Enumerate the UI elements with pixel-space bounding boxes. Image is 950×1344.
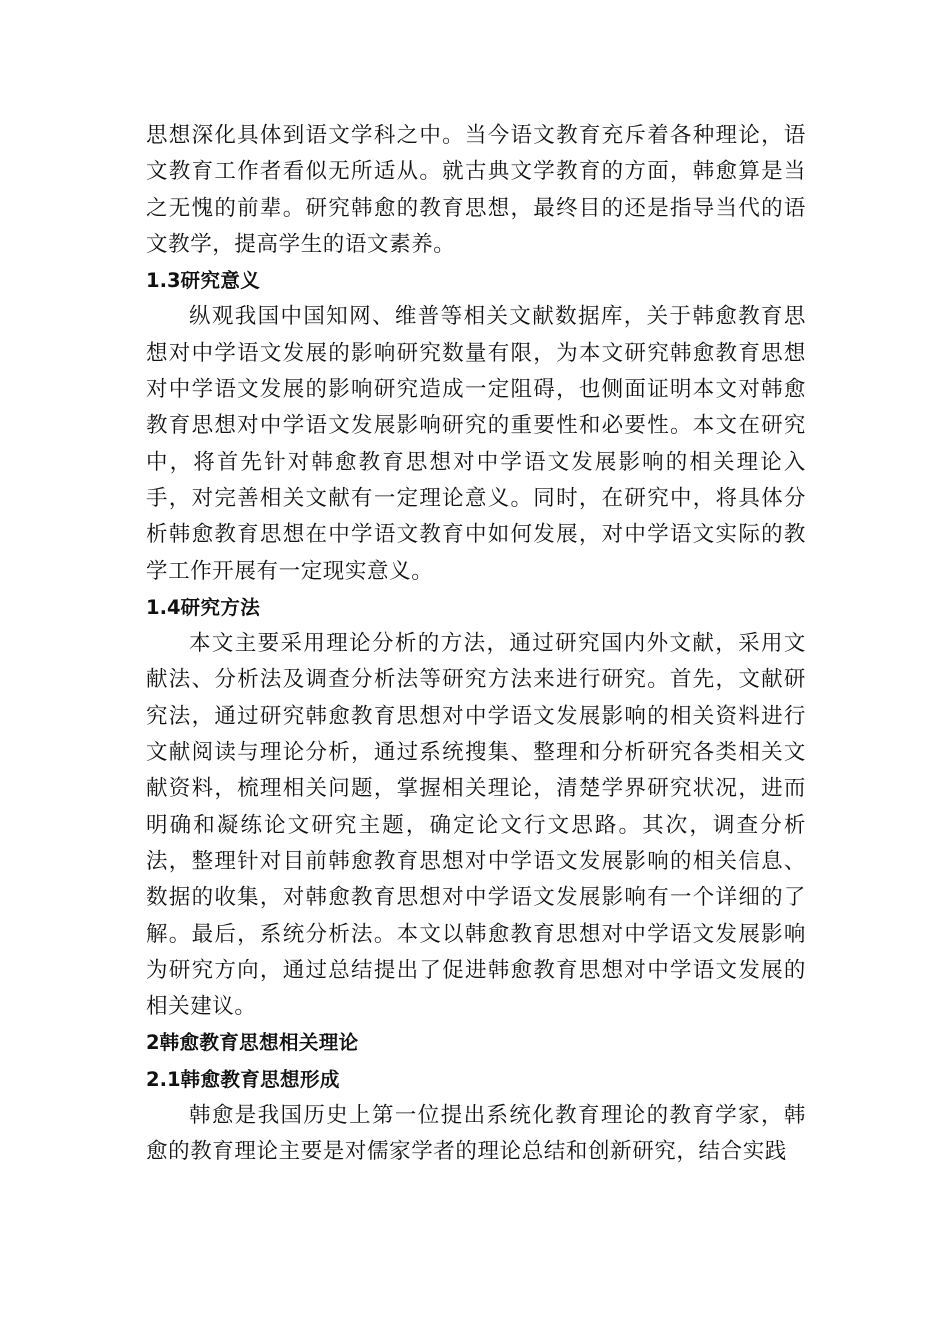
heading-2-title: 韩愈教育思想相关理论: [159, 1031, 359, 1055]
heading-1-4: [146, 590, 806, 626]
heading-2: [146, 1025, 806, 1061]
heading-2-1-title: 韩愈教育思想形成: [180, 1067, 340, 1091]
paragraph-research-methods: 本文主要采用理论分析的方法，通过研究国内外文献，采用文献法、分析法及调查分析法等研究方法来进行研究。首先，文献研究法，通过研究韩愈教育思想对中学语文发展影响的相关资料进行文献阅读与理论分析，通过系统搜集、整理和分析研究各类相关文献资料，梳理相关问题，掌握相关理论，清楚学界研究状况，进而明确和凝练论文研究主题，确定论文行文思路。其次，调查分析法，整理针对目前韩愈教育思想对中学语文发展影响的相关信息、数据的收集，对韩愈教育思想对中学语文发展影响有一个详细的了解。最后，系统分析法。本文以韩愈教育思想对中学语文发展影响为研究方向，通过总结提出了促进韩愈教育思想对中学语文发展的相关建议。: [146, 631, 806, 1020]
document-page: [146, 118, 806, 1171]
heading-1-4-title: 研究方法: [180, 595, 261, 619]
heading-1-4-number: 1.4: [146, 595, 181, 619]
heading-1-3-title: 研究意义: [180, 269, 261, 293]
paragraph-intro-continued: 思想深化具体到语文学科之中。当今语文教育充斥着各种理论，语文教育工作者看似无所适从。就古典文学教育的方面，韩愈算是当之无愧的前辈。研究韩愈的教育思想，最终目的还是指导当代的语文教学，提高学生的语文素养。: [146, 123, 806, 257]
heading-2-number: 2: [146, 1031, 160, 1055]
heading-2-1: [146, 1062, 806, 1098]
paragraph-thought-formation: 韩愈是我国历史上第一位提出系统化教育理论的教育学家，韩愈的教育理论主要是对儒家学者的理论总结和创新研究，结合实践: [146, 1103, 806, 1165]
heading-1-3: [146, 263, 806, 299]
heading-1-3-number: 1.3: [146, 269, 181, 293]
paragraph-research-significance: 纵观我国中国知网、维普等相关文献数据库，关于韩愈教育思想对中学语文发展的影响研究数量有限，为本文研究韩愈教育思想对中学语文发展的影响研究造成一定阻碍，也侧面证明本文对韩愈教育思想对中学语文发展影响研究的重要性和必要性。本文在研究中，将首先针对韩愈教育思想对中学语文发展影响的相关理论入手，对完善相关文献有一定理论意义。同时，在研究中，将具体分析韩愈教育思想在中学语文教育中如何发展，对中学语文实际的教学工作开展有一定现实意义。: [146, 304, 806, 584]
heading-2-1-number: 2.1: [146, 1067, 181, 1091]
